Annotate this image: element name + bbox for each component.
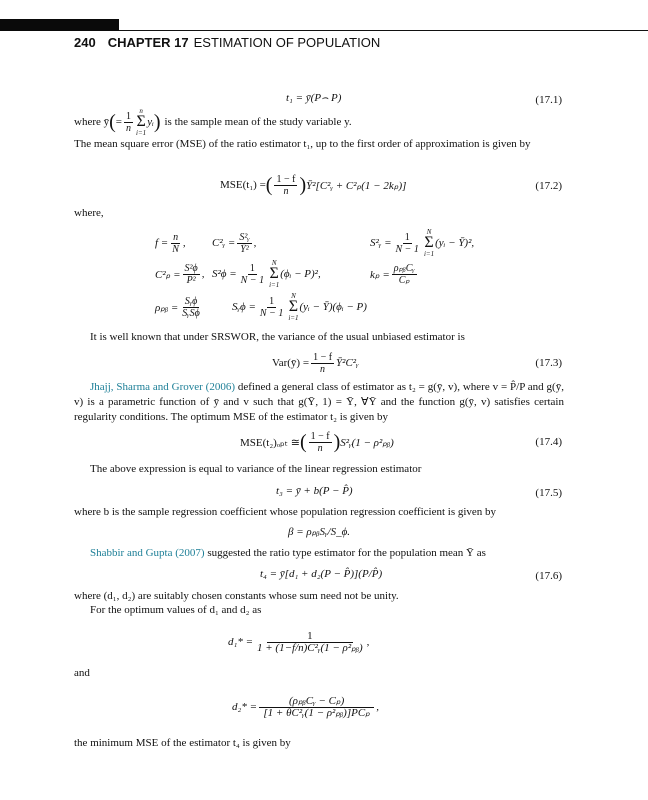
and-label: and <box>74 667 90 679</box>
where-label: where, <box>74 207 104 219</box>
equation-number-17-1: (17.1) <box>535 94 562 106</box>
header-black-bar <box>0 19 119 31</box>
def-sphi2: S²ϕ = $\frac{1}{N - 1}$ N Σ i=1 (ϕᵢ − P)², <box>212 259 321 289</box>
chapter-title: ESTIMATION OF POPULATION <box>193 35 381 50</box>
optimum-paragraph: For the optimum values of d₁ and d₂ as <box>90 604 262 616</box>
equation-17-1: t₁ = ȳ(P⌢ P) <box>286 92 342 104</box>
def-syphi: Sᵧϕ = $\frac{1}{N - 1}$ N Σ i=1 (yᵢ − Ȳ)(ϕᵢ − P) <box>232 292 367 322</box>
where-b-paragraph: where b is the sample regression coefficient whose population regression coefficient is given by <box>74 506 497 518</box>
chapter-label: CHAPTER 17 <box>107 35 189 50</box>
beta-equation: β = ρₚᵦSᵧ/S_ϕ. <box>288 526 351 538</box>
def-kp: kₚ = $\frac{\text{ρₚᵦCᵧ}}{\text{Cₚ}}$ <box>370 262 415 286</box>
page-number: 240 <box>74 35 96 50</box>
d1-equation: d₁* = $\frac{1}{\text{1 + (1−f/n)C²ᵧ(1 − ρ²ₚᵦ)}}$ , <box>228 629 370 654</box>
equation-17-2: MSE(t₁) = ( $\frac{1 - f}{n}$ ) Ȳ²[C²ᵧ + C²ₚ(1 − 2kₚ)] <box>220 173 407 197</box>
equation-17-3: Var(ȳ) = $\frac{1 - f}{n}$ Ȳ²C²ᵧ <box>272 351 359 375</box>
equation-number-17-4: (17.4) <box>535 436 562 448</box>
srswor-paragraph: It is well known that under SRSWOR, the variance of the usual unbiased estimator is <box>90 331 465 343</box>
def-cp2: C²ₚ = $\frac{\text{S²ϕ}}{\text{P²}}$ , <box>155 262 205 286</box>
shabbir-paragraph: Shabbir and Gupta (2007) suggested the ratio type estimator for the population mean Ȳ as <box>90 547 486 559</box>
def-cy2: C²ᵧ = $\frac{\text{S²ᵧ}}{\text{Ȳ²}}$ , <box>212 231 257 255</box>
equation-17-4: MSE(t₂)ₒₚₜ ≅ ( $\frac{1 - f}{n}$ ) S²ᵧ(1 − ρ²ₚᵦ) <box>240 430 394 454</box>
equation-17-5: t₃ = ȳ + b(P − P̂) <box>276 485 353 497</box>
equation-number-17-5: (17.5) <box>535 487 562 499</box>
equation-17-6: t₄ = ȳ[d₁ + d₂(P − P̂)](P/P̂) <box>260 568 383 580</box>
equation-number-17-2: (17.2) <box>535 180 562 192</box>
where-d-paragraph: where (d₁, d₂) are suitably chosen constants whose sum need not be unity. <box>74 590 399 602</box>
equation-number-17-3: (17.3) <box>535 357 562 369</box>
d2-equation: d₂* = $\frac{\text{(ρₚᵦCᵧ − Cₚ)}}{\text{[1 + θC²ᵧ(1 − ρ²ₚᵦ)]PCₚ}}$ , <box>232 694 380 719</box>
def-rho: ρₚᵦ = $\frac{\text{Sᵧϕ}}{\text{SᵧSϕ}}$ <box>155 295 200 319</box>
def-f: f = $\frac{n}{N}$ , <box>155 231 186 255</box>
equation-number-17-6: (17.6) <box>535 570 562 582</box>
jhajj-citation[interactable]: Jhajj, Sharma and Grover (2006) <box>90 381 235 393</box>
sample-mean-sentence: where ȳ ( = $\frac{1}{n}$ n Σ i=1 yᵢ ) is the sample mean of the study variable y. <box>74 107 352 137</box>
mse-paragraph: The mean square error (MSE) of the ratio estimator t₁, up to the first order of approximation is given by <box>74 138 531 150</box>
jhajj-paragraph: Jhajj, Sharma and Grover (2006) defined a general class of estimator as t₂ = g(ȳ, v), where v = P̂/P and g(ȳ, v) is a parametric function of ȳ and v such that g(Ȳ, 1) = Ȳ, ∀Ȳ and the function g(ȳ, v) satisfies certain regularity conditions. The optimum MSE of the estimator t₂ is given by <box>74 381 564 423</box>
linear-regression-paragraph: The above expression is equal to variance of the linear regression estimator <box>90 463 422 475</box>
def-sy2: S²ᵧ = $\frac{1}{N - 1}$ N Σ i=1 (yᵢ − Ȳ)², <box>370 228 475 258</box>
shabbir-citation[interactable]: Shabbir and Gupta (2007) <box>90 547 205 559</box>
minimum-mse-paragraph: the minimum MSE of the estimator t₄ is given by <box>74 737 291 749</box>
header-rule <box>119 30 648 31</box>
running-header <box>74 35 380 50</box>
